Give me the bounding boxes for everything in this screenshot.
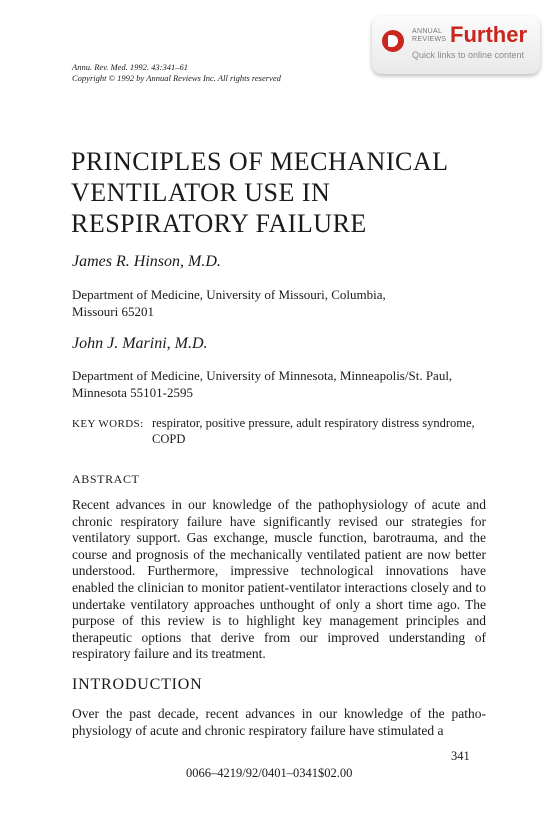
keywords-text: respirator, positive pressure, adult respiratory distress syndrome, COPD — [152, 416, 475, 446]
abstract-heading: ABSTRACT — [72, 472, 140, 486]
page-number: 341 — [451, 749, 470, 763]
author-2-affiliation — [72, 367, 452, 401]
article-title — [71, 146, 449, 239]
introduction-text: Over the past decade, recent advances in our knowledge of the patho-physiology of acute and chronic respiratory failure have stimulated a — [72, 706, 486, 738]
citation-line-1: Annu. Rev. Med. 1992. 43:341–61 — [72, 62, 188, 72]
annual-reviews-logo-icon — [382, 30, 404, 52]
author-1-affiliation — [72, 286, 386, 320]
citation-line-2: Copyright © 1992 by Annual Reviews Inc. All rights reserved — [72, 73, 281, 83]
author-1-affiliation-line-2: Missouri 65201 — [72, 304, 154, 319]
author-2-affiliation-line-2: Minnesota 55101-2595 — [72, 385, 193, 400]
badge-subtitle: Quick links to online content — [412, 50, 525, 60]
author-2-affiliation-line-1: Department of Medicine, University of Minnesota, Minneapolis/St. Paul, — [72, 368, 453, 383]
abstract-text: Recent advances in our knowledge of the pathophysiology of acute and chronic respiratory failure have significantly revised our strategies for ventilatory support. Gas exchange, muscle function, barotrauma, and the course and prognosis of the mechanically ventilated patient are now better understood. Furthermore, impressive technological innovations have enabled the clinician to monitor patient-ventilator interactions closely and to undertake ventilatory approaches unthought of only a short time ago. The purpose of this review is to highlight key management principles and therapeutic options that derive from our improved understanding of respiratory failure and its treatment. — [72, 497, 486, 662]
badge-annual-label: ANNUAL — [412, 28, 443, 35]
title-line-1: PRINCIPLES OF MECHANICAL — [71, 147, 449, 176]
title-line-3: RESPIRATORY FAILURE — [71, 209, 367, 238]
journal-citation — [72, 62, 281, 84]
footer-code: 0066–4219/92/0401–0341$02.00 — [186, 766, 353, 780]
badge-further-label: Further — [450, 22, 527, 47]
title-line-2: VENTILATOR USE IN — [71, 178, 331, 207]
author-2-name: John J. Marini, M.D. — [72, 335, 208, 352]
annual-reviews-further-badge[interactable] — [372, 16, 540, 74]
badge-reviews-label: REVIEWS — [412, 36, 447, 43]
author-1-name: James R. Hinson, M.D. — [72, 253, 221, 270]
author-1-affiliation-line-1: Department of Medicine, University of Missouri, Columbia, — [72, 287, 386, 302]
keywords-label: KEY WORDS: — [72, 418, 144, 430]
introduction-heading: INTRODUCTION — [72, 676, 203, 693]
